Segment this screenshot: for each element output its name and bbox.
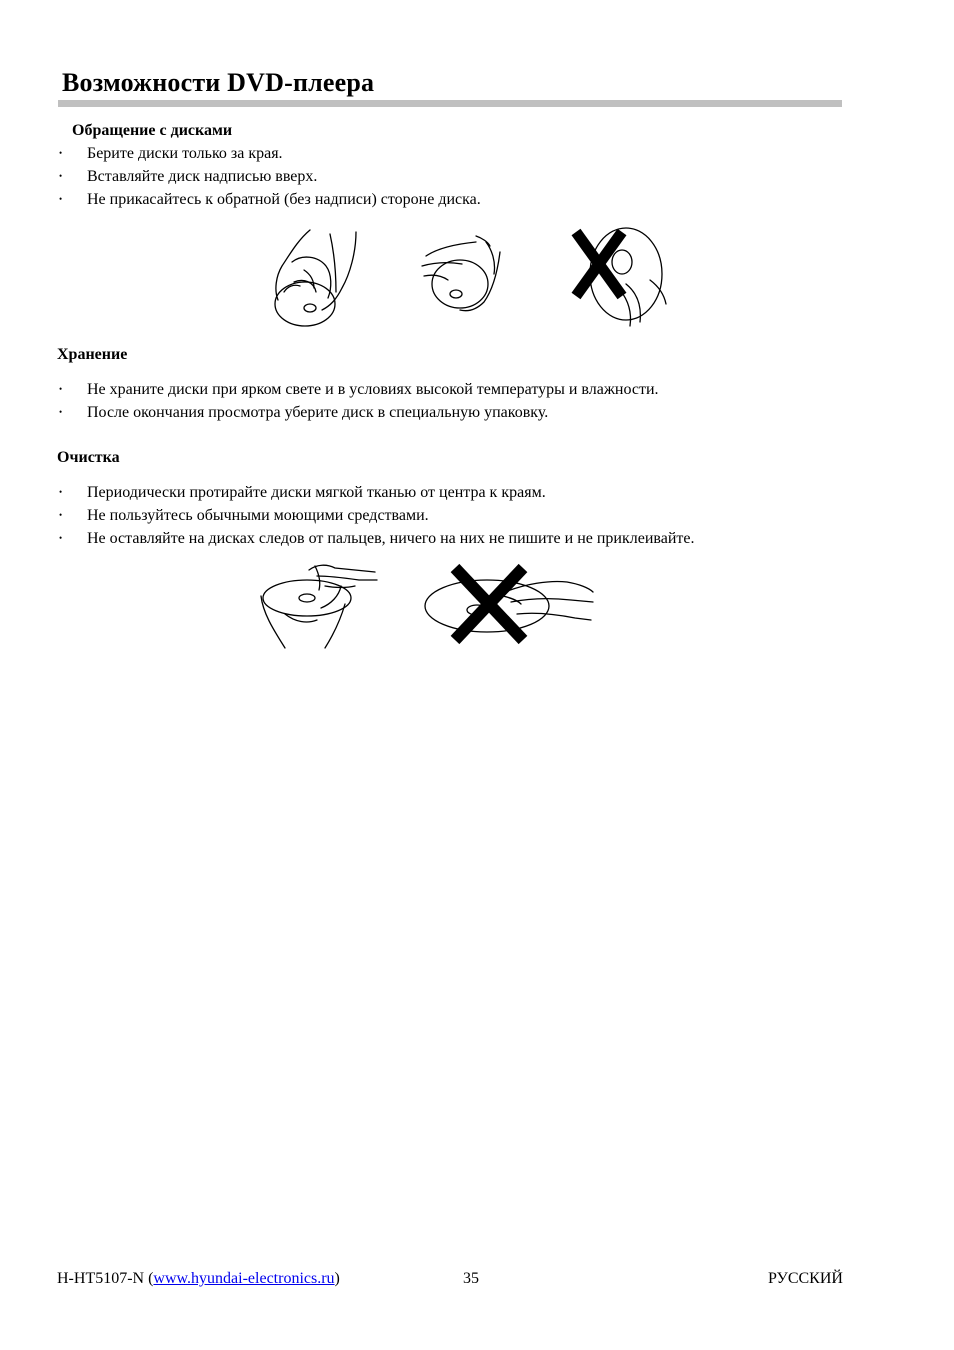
bullet-icon: • xyxy=(59,533,63,543)
hand-disc-label-up-icon xyxy=(422,236,500,311)
footer-model-prefix: H-HT5107-N ( xyxy=(57,1270,154,1287)
bullet-icon: • xyxy=(59,487,63,497)
list-item-text: Не храните диски при ярком свете и в условиях высокой температуры и влажности. xyxy=(87,381,659,398)
footer-language: РУССКИЙ xyxy=(768,1270,843,1287)
title-divider xyxy=(58,100,842,107)
bullet-icon: • xyxy=(59,384,63,394)
website-link[interactable]: www.hyundai-electronics.ru xyxy=(153,1270,335,1287)
hand-holding-disc-icon xyxy=(275,230,356,326)
list-item-text: Вставляйте диск надписью вверх. xyxy=(87,168,318,185)
list-item-text: Не оставляйте на дисках следов от пальцев, ничего на них не пишите и не приклеивайте. xyxy=(87,530,695,547)
footer-model xyxy=(57,1270,340,1288)
list-item-text: Не пользуйтесь обычными моющими средствами. xyxy=(87,507,429,524)
handling-heading: Обращение с дисками xyxy=(72,122,233,139)
wiping-disc-icon xyxy=(261,565,377,648)
disc-handling-illustration xyxy=(270,222,670,332)
cleaning-heading: Очистка xyxy=(57,449,120,466)
list-item-text: Периодически протирайте диски мягкой тканью от центра к краям. xyxy=(87,484,546,501)
touching-disc-back-icon xyxy=(590,228,666,326)
list-item-text: После окончания просмотра уберите диск в специальную упаковку. xyxy=(87,404,549,421)
page-title: Возможности DVD-плеера xyxy=(62,68,375,97)
list-item-text: Берите диски только за края. xyxy=(87,145,283,162)
bullet-icon: • xyxy=(59,510,63,520)
bullet-icon: • xyxy=(59,194,63,204)
bullet-icon: • xyxy=(59,407,63,417)
bullet-icon: • xyxy=(59,171,63,181)
bullet-icon: • xyxy=(59,148,63,158)
disc-cleaning-illustration xyxy=(255,556,600,652)
footer-model-suffix: ) xyxy=(334,1270,340,1287)
prohibited-cross-icon xyxy=(576,232,622,296)
page-number: 35 xyxy=(463,1270,479,1287)
storage-heading: Хранение xyxy=(57,346,128,363)
prohibited-cross-icon xyxy=(455,568,523,640)
list-item-text: Не прикасайтесь к обратной (без надписи) стороне диска. xyxy=(87,191,481,208)
